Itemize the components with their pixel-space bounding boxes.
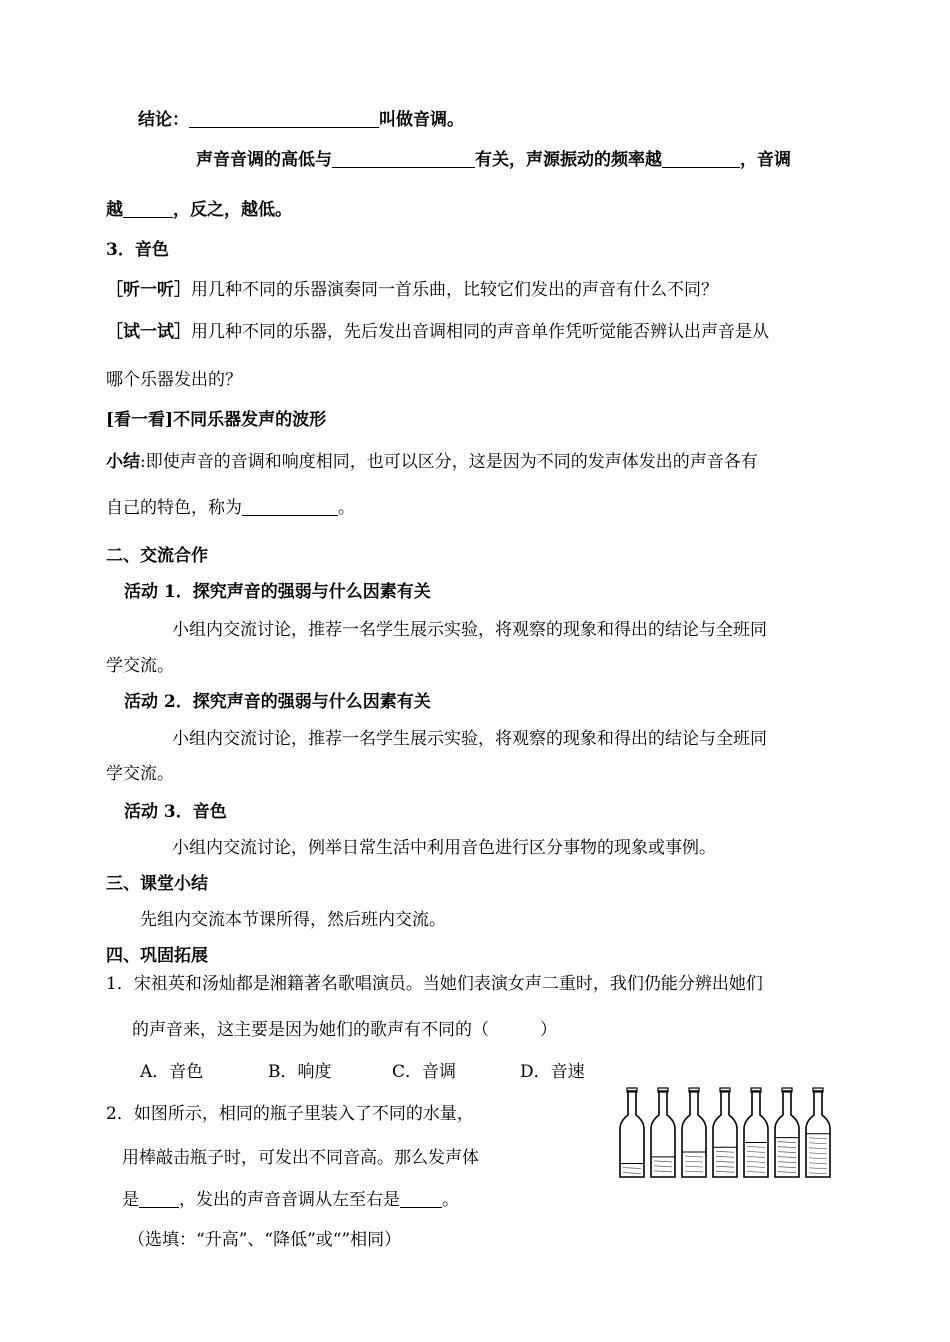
question-1: 1．宋祖英和汤灿都是湘籍著名歌唱演员。当她们表演女声二重时，我们仍能分辨出她们: [106, 974, 763, 994]
try-text: 用几种不同的乐器，先后发出音调相同的声音单作凭听觉能否辨认出声音是从: [191, 322, 769, 342]
bottle-lip: [720, 1088, 730, 1092]
bottle-lip: [751, 1088, 761, 1092]
try-paragraph: [106, 320, 769, 344]
conclusion-tail: 叫做音调。: [379, 110, 464, 130]
question-2-line-3: [122, 1188, 459, 1212]
activity-title: 活动 3．音色: [124, 802, 227, 822]
try-paragraph-2: 哪个乐器发出的？: [106, 370, 242, 390]
question-2-line-2: 用棒敲击瓶子时，可发出不同音高。那么发声体: [122, 1148, 479, 1168]
bottle-lip: [658, 1088, 668, 1092]
answer-blank[interactable]: [242, 498, 338, 516]
bottle: [682, 1088, 706, 1177]
listen-tag: ［听一听］: [106, 280, 191, 300]
question-2: 2．如图所示，相同的瓶子里装入了不同的水量，: [106, 1104, 474, 1124]
section-text: 先组内交流本节课所得，然后班内交流。: [140, 910, 446, 930]
bottle: [806, 1088, 830, 1177]
pitch-text-c: ，音调: [740, 150, 791, 170]
pitch-text-e: ，反之，越低。: [173, 200, 292, 220]
summary-paragraph-2: [106, 496, 355, 520]
listen-paragraph: [106, 278, 718, 302]
answer-blank[interactable]: [662, 150, 740, 168]
activity-text: 小组内交流讨论，推荐一名学生展示实验，将观察的现象和得出的结论与全班同: [172, 620, 767, 640]
bottles-icon: [618, 1085, 838, 1185]
activity-text: 小组内交流讨论，例举日常生活中利用音色进行区分事物的现象或事例。: [172, 838, 716, 858]
conclusion-line: [138, 108, 464, 132]
summary-paragraph: [106, 450, 758, 474]
section-heading: 3．音色: [106, 240, 169, 260]
bottle: [651, 1088, 675, 1177]
summary-tag: 小结: [106, 452, 140, 472]
pitch-text-d: 越: [106, 200, 123, 220]
water-fill: [807, 1134, 829, 1177]
q2-text-a: 是: [122, 1190, 139, 1210]
section-heading: 二、交流合作: [106, 546, 208, 566]
summary-text-2a: 自己的特色，称为: [106, 498, 242, 518]
pitch-line: [196, 148, 791, 172]
pitch-text-b: 有关，声源振动的频率越: [475, 150, 662, 170]
answer-blank[interactable]: [139, 1190, 179, 1208]
answer-blank[interactable]: [123, 200, 173, 218]
activity-title: 活动 2．探究声音的强弱与什么因素有关: [124, 692, 431, 712]
look-heading: [看一看]不同乐器发声的波形: [106, 410, 327, 430]
question-2-hint: （选填：“升高”、“降低”或“”相同）: [128, 1230, 402, 1250]
conclusion-label: 结论：: [138, 110, 189, 130]
bottle-lip: [813, 1088, 823, 1092]
summary-text-2b: 。: [338, 498, 355, 518]
summary-text: :即使声音的音调和响度相同，也可以区分，这是因为不同的发声体发出的声音各有: [140, 452, 758, 472]
option-d[interactable]: D．音速: [520, 1062, 585, 1082]
section-heading: 四、巩固拓展: [106, 946, 208, 966]
option-c[interactable]: C．音调: [392, 1062, 457, 1082]
bottle-lip: [782, 1088, 792, 1092]
option-b[interactable]: B．响度: [268, 1062, 332, 1082]
listen-text: 用几种不同的乐器演奏同一首乐曲，比较它们发出的声音有什么不同？: [191, 280, 718, 300]
question-1-options: [140, 1060, 585, 1084]
activity-text: 小组内交流讨论，推荐一名学生展示实验，将观察的现象和得出的结论与全班同: [172, 729, 767, 749]
pitch-text-a: 声音音调的高低与: [196, 150, 332, 170]
question-1-line-2: 的声音来，这主要是因为她们的歌声有不同的（ ）: [132, 1020, 557, 1040]
pitch-line-2: [106, 198, 292, 222]
answer-blank[interactable]: [332, 150, 475, 168]
bottle-lip: [689, 1088, 699, 1092]
bottle: [713, 1088, 737, 1177]
water-fill: [621, 1164, 643, 1177]
bottle-lip: [627, 1088, 637, 1092]
activity-text: 学交流。: [106, 764, 174, 784]
q2-text-b: ，发出的声音音调从左至右是: [179, 1190, 400, 1210]
activity-text: 学交流。: [106, 656, 174, 676]
section-heading: 三、课堂小结: [106, 874, 208, 894]
answer-blank[interactable]: [400, 1190, 442, 1208]
answer-blank[interactable]: [189, 110, 379, 128]
activity-title: 活动 1．探究声音的强弱与什么因素有关: [124, 582, 431, 602]
bottle: [744, 1088, 768, 1177]
bottle: [775, 1088, 799, 1177]
option-a[interactable]: A．音色: [140, 1062, 204, 1082]
try-tag: ［试一试］: [106, 322, 191, 342]
q2-text-c: 。: [442, 1190, 459, 1210]
bottle: [620, 1088, 644, 1177]
